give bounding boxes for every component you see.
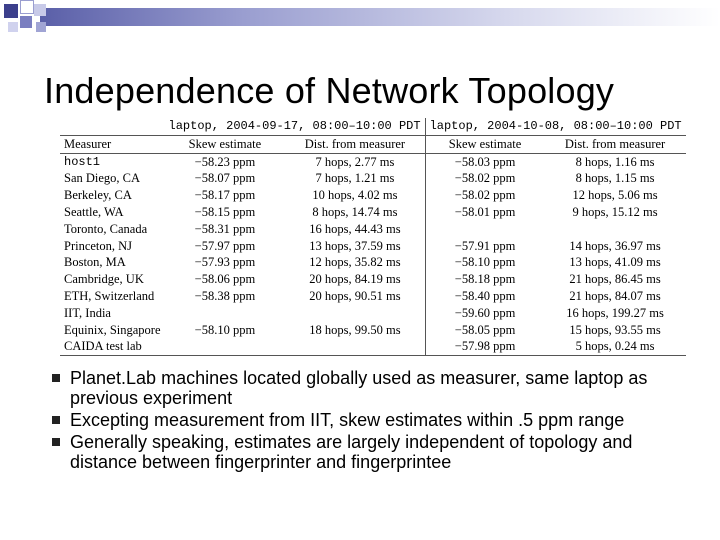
table-row [60,221,686,238]
square-bullet-icon [52,374,60,382]
cell-dist-1 [285,338,425,355]
cell-measurer: IIT, India [64,305,111,320]
cell-skew-1 [165,305,286,322]
group-header-1: laptop, 2004-09-17, 08:00–10:00 PDT [165,118,426,135]
cell-dist-1 [285,305,425,322]
cell-measurer: ETH, Switzerland [64,288,155,303]
square-bullet-icon [52,416,60,424]
cell-skew-2: −59.60 ppm [454,305,516,320]
column-header: Dist. from measurer [545,135,686,153]
cell-dist-2: 15 hops, 93.55 ms [569,322,661,337]
column-header-row [60,135,686,153]
slide-title: Independence of Network Topology [44,70,615,111]
cell-skew-2: −57.98 ppm [425,338,544,355]
cell-dist-2: 13 hops, 41.09 ms [569,255,661,270]
cell-dist-2: 8 hops, 1.16 ms [575,154,655,169]
cell-skew-2 [425,221,544,238]
table-row [60,238,686,255]
cell-dist-1: 16 hops, 44.43 ms [285,221,425,238]
cell-skew-1: −57.97 ppm [194,238,256,253]
table-row [60,254,686,271]
bullet-item [52,432,692,472]
column-header: Skew estimate [425,135,544,153]
table-row [60,288,686,305]
cell-dist-2: 21 hops, 84.07 ms [569,288,661,303]
cell-skew-1: −58.31 ppm [194,221,256,236]
cell-skew-2: −58.40 ppm [454,288,516,303]
table-row [60,204,686,221]
cell-skew-2: −58.02 ppm [454,171,516,186]
deco-square [20,16,32,28]
cell-skew-1: −58.15 ppm [194,204,256,219]
cell-skew-1: −57.93 ppm [194,255,256,270]
deco-square [4,4,18,18]
cell-dist-2: 21 hops, 86.45 ms [569,272,661,287]
cell-dist-2: 8 hops, 1.15 ms [575,171,655,186]
cell-measurer: Boston, MA [64,255,126,270]
cell-skew-1: −58.23 ppm [194,154,256,169]
group-header-blank [60,118,165,135]
cell-skew-2: −57.91 ppm [454,238,516,253]
table-row [60,187,686,204]
cell-dist-1: 12 hops, 35.82 ms [285,254,425,271]
cell-measurer: San Diego, CA [64,171,141,186]
cell-dist-1: 7 hops, 2.77 ms [285,153,425,170]
cell-dist-1: 7 hops, 1.21 ms [285,170,425,187]
deco-square [34,4,46,16]
cell-skew-2: −58.03 ppm [454,154,516,169]
cell-measurer: Princeton, NJ [64,238,133,253]
group-header-2: laptop, 2004-10-08, 08:00–10:00 PDT [425,118,686,135]
table-row [60,338,686,355]
cell-dist-2: 14 hops, 36.97 ms [569,238,661,253]
cell-measurer: Equinix, Singapore [64,322,161,337]
cell-skew-2: −58.10 ppm [454,255,516,270]
table-row [60,305,686,322]
cell-skew-1 [165,338,286,355]
cell-skew-1: −58.17 ppm [194,188,256,203]
column-header: Skew estimate [165,135,286,153]
bullet-text: Planet.Lab machines located globally used as measurer, same laptop as previous experiment [70,368,648,408]
cell-skew-2: −58.05 ppm [454,322,516,337]
cell-dist-2 [545,221,686,238]
cell-skew-1: −58.10 ppm [194,322,256,337]
bullet-text: Excepting measurement from IIT, skew estimates within .5 ppm range [70,410,625,430]
table-row [60,170,686,187]
cell-dist-2: 9 hops, 15.12 ms [572,204,658,219]
table-row [60,271,686,288]
cell-dist-2: 12 hops, 5.06 ms [572,188,658,203]
bullet-item [52,410,692,430]
square-bullet-icon [52,438,60,446]
bullet-text: Generally speaking, estimates are largely independent of topology and distance between fingerprinter and fingerprintee [70,432,633,472]
cell-skew-2: −58.01 ppm [454,204,516,219]
bullet-item [52,368,692,408]
cell-measurer: Seattle, WA [64,204,124,219]
deco-square [20,0,34,14]
cell-measurer: host1 [64,154,101,169]
cell-measurer: Cambridge, UK [64,272,144,287]
cell-measurer: Toronto, Canada [64,221,148,236]
cell-dist-2: 5 hops, 0.24 ms [545,338,686,355]
cell-skew-1: −58.38 ppm [194,288,256,303]
cell-dist-2: 16 hops, 199.27 ms [566,305,664,320]
cell-skew-1: −58.06 ppm [194,272,256,287]
cell-dist-1: 10 hops, 4.02 ms [285,187,425,204]
cell-skew-2: −58.18 ppm [454,272,516,287]
cell-dist-1: 20 hops, 90.51 ms [285,288,425,305]
cell-dist-1: 13 hops, 37.59 ms [285,238,425,255]
cell-skew-2: −58.02 ppm [454,188,516,203]
column-header: Measurer [60,135,165,153]
cell-skew-1: −58.07 ppm [194,171,256,186]
deco-square [36,22,46,32]
cell-dist-1: 8 hops, 14.74 ms [285,204,425,221]
results-table [60,118,682,356]
header-gradient-bar [40,8,720,26]
table-row [60,322,686,339]
group-header-row [60,118,686,135]
column-header: Dist. from measurer [285,135,425,153]
bullet-list [52,368,692,474]
cell-measurer: CAIDA test lab [60,338,165,355]
cell-dist-1: 20 hops, 84.19 ms [285,271,425,288]
cell-measurer: Berkeley, CA [64,188,132,203]
cell-dist-1: 18 hops, 99.50 ms [285,322,425,339]
deco-square [8,22,18,32]
table-row [60,153,686,170]
decorative-header [0,0,720,40]
